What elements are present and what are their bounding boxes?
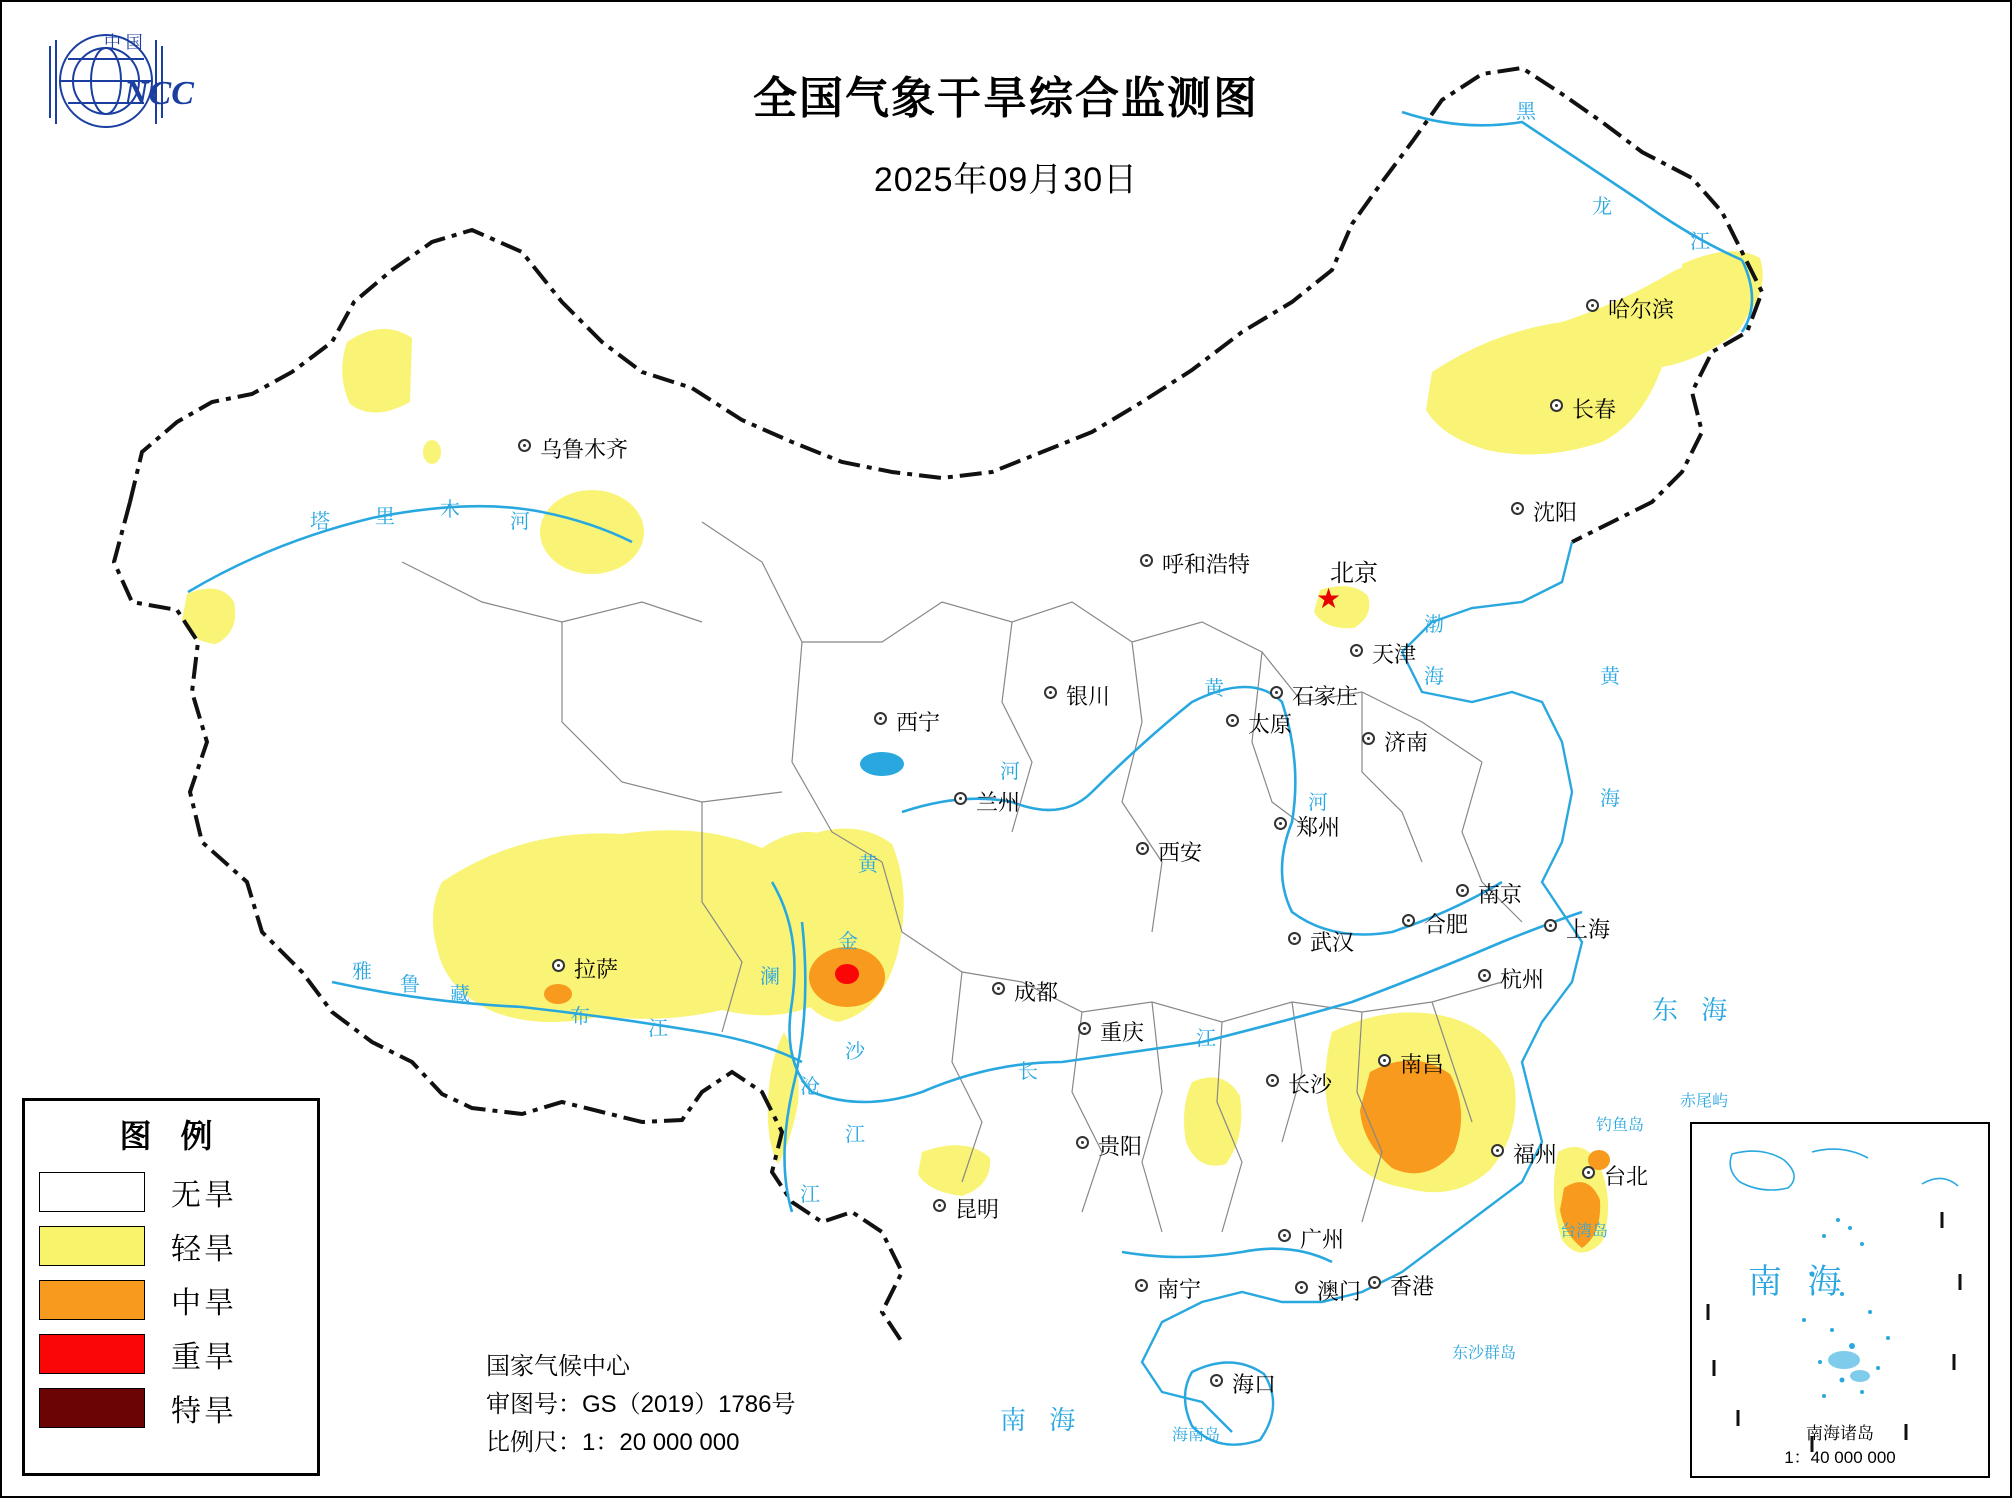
city-label: 济南: [1384, 730, 1429, 755]
city-label: 海口: [1232, 1372, 1277, 1397]
city-label: 合肥: [1424, 912, 1469, 937]
water-label: 江: [1690, 231, 1710, 253]
sea-label: 东 海: [1652, 995, 1736, 1025]
city-label: 香港: [1390, 1274, 1435, 1299]
inset-title: 南 海: [1748, 1263, 1850, 1301]
city-label: 武汉: [1310, 930, 1355, 955]
water-label: 江: [845, 1124, 865, 1146]
map-date: 2025年09月30日: [873, 161, 1139, 199]
city-marker-icon: [1274, 817, 1287, 830]
capital-star-icon: ★: [1316, 583, 1342, 614]
city-label: 昆明: [955, 1197, 1000, 1222]
water-label: 长: [1018, 1061, 1038, 1083]
city-label: 沈阳: [1533, 500, 1578, 525]
city-label: 南昌: [1400, 1052, 1445, 1077]
city-label: 天津: [1372, 642, 1417, 667]
city-label: 石家庄: [1292, 684, 1359, 709]
city-label: 呼和浩特: [1162, 552, 1251, 577]
city-marker-icon: [1044, 686, 1057, 699]
city-label: 广州: [1300, 1227, 1345, 1252]
city-marker-icon: [1550, 399, 1563, 412]
water-label: 黑: [1516, 101, 1536, 123]
city-marker-icon: [552, 959, 565, 972]
legend-label-severe-drought: 重旱: [171, 1341, 237, 1374]
legend-swatch-extreme-drought: [39, 1388, 145, 1428]
city-marker-icon: [518, 439, 531, 452]
legend-row: [25, 1327, 317, 1381]
water-label: 黄: [1204, 678, 1224, 700]
water-label: 雅: [352, 961, 372, 983]
water-label: 江: [800, 1184, 820, 1206]
legend-swatch-no-drought: [39, 1172, 145, 1212]
city-label: 福州: [1513, 1142, 1558, 1167]
city-label: 成都: [1014, 980, 1059, 1005]
water-label: 海: [1600, 788, 1620, 810]
legend-row: [25, 1165, 317, 1219]
city-marker-icon: [1511, 502, 1524, 515]
water-label: 海: [1424, 666, 1444, 688]
credit-scale: 比例尺：1：20 000 000: [486, 1429, 740, 1456]
water-label: 澜: [760, 966, 780, 988]
city-label: 长春: [1572, 397, 1617, 422]
city-label: 南宁: [1157, 1277, 1202, 1302]
legend-swatch-moderate-drought: [39, 1280, 145, 1320]
inset-name: 南海诸岛: [1806, 1424, 1874, 1443]
city-marker-icon: [1076, 1136, 1089, 1149]
city-marker-icon: [933, 1199, 946, 1212]
island-label: 钓鱼岛: [1596, 1117, 1645, 1134]
city-label: 台北: [1604, 1164, 1649, 1189]
city-label: 南京: [1478, 882, 1523, 907]
city-label: 西安: [1158, 840, 1203, 865]
city-marker-icon: [992, 982, 1005, 995]
legend-label-moderate-drought: 中旱: [171, 1287, 237, 1320]
credits-block: [486, 1348, 795, 1462]
water-label: 里: [375, 506, 395, 528]
city-marker-icon: [1478, 969, 1491, 982]
water-label: 藏: [450, 984, 470, 1006]
city-marker-icon: [1402, 914, 1415, 927]
city-label: 哈尔滨: [1608, 297, 1675, 322]
water-label: 沙: [845, 1041, 865, 1063]
water-label: 龙: [1592, 196, 1612, 218]
legend-title: 图 例: [119, 1118, 223, 1154]
city-marker-icon: [1491, 1144, 1504, 1157]
city-marker-icon: [954, 792, 967, 805]
city-marker-icon: [1456, 884, 1469, 897]
legend-swatch-light-drought: [39, 1226, 145, 1266]
legend-row: [25, 1381, 317, 1435]
city-marker-icon: [1350, 644, 1363, 657]
city-label: 贵阳: [1098, 1134, 1143, 1159]
water-label: 木: [440, 499, 460, 521]
city-label: 太原: [1248, 712, 1293, 737]
city-marker-icon: [874, 712, 887, 725]
city-marker-icon: [1295, 1281, 1308, 1294]
water-label: 江: [1196, 1028, 1216, 1050]
city-marker-icon: [1270, 686, 1283, 699]
city-label: 西宁: [896, 710, 941, 735]
inset-footer: [1692, 1422, 1988, 1470]
island-label: 东沙群岛: [1452, 1345, 1517, 1362]
city-marker-icon: [1278, 1229, 1291, 1242]
city-marker-icon: [1078, 1022, 1091, 1035]
water-label: 河: [1000, 761, 1020, 783]
city-label: 长沙: [1288, 1072, 1333, 1097]
city-label: 银川: [1066, 684, 1111, 709]
water-label: 塔: [310, 511, 330, 533]
city-label: 兰州: [976, 790, 1021, 815]
city-marker-icon: [1368, 1276, 1381, 1289]
water-label: 渤: [1424, 614, 1444, 636]
svg-text:NCC: NCC: [124, 75, 194, 112]
credit-org: 国家气候中心: [486, 1353, 630, 1380]
city-marker-icon: [1226, 714, 1239, 727]
island-label: 赤尾屿: [1680, 1093, 1729, 1110]
legend-label-extreme-drought: 特旱: [171, 1395, 237, 1428]
legend-row: [25, 1273, 317, 1327]
city-label: 北京: [1330, 560, 1378, 587]
water-label: 布: [570, 1006, 590, 1028]
legend-panel: [22, 1098, 320, 1476]
water-label: 沧: [800, 1076, 820, 1098]
city-label: 澳门: [1317, 1279, 1362, 1304]
city-label: 重庆: [1100, 1020, 1145, 1045]
water-label: 金: [838, 931, 858, 953]
city-marker-icon: [1544, 919, 1557, 932]
city-marker-icon: [1288, 932, 1301, 945]
water-label: 江: [648, 1018, 668, 1040]
water-label: 河: [1308, 792, 1328, 814]
water-label: 河: [510, 511, 530, 533]
city-marker-icon: [1582, 1166, 1595, 1179]
city-label: 杭州: [1500, 967, 1545, 992]
city-marker-icon: [1135, 1279, 1148, 1292]
city-label: 郑州: [1296, 815, 1341, 840]
water-label: 黄: [1600, 666, 1620, 688]
city-marker-icon: [1362, 732, 1375, 745]
island-label: 海南岛: [1172, 1427, 1221, 1444]
city-marker-icon: [1140, 554, 1153, 567]
island-label: 台湾岛: [1560, 1223, 1609, 1240]
city-marker-icon: [1378, 1054, 1391, 1067]
sea-label: 南 海: [1000, 1405, 1084, 1435]
water-label: 鲁: [400, 974, 420, 996]
city-label: 上海: [1566, 917, 1611, 942]
city-label: 拉萨: [574, 957, 619, 982]
city-marker-icon: [1136, 842, 1149, 855]
svg-text:中 国: 中 国: [104, 33, 143, 52]
legend-swatch-severe-drought: [39, 1334, 145, 1374]
legend-label-no-drought: 无旱: [171, 1179, 237, 1212]
south-china-sea-inset: [1690, 1122, 1990, 1478]
credit-review-number: 审图号：GS（2019）1786号: [486, 1391, 796, 1418]
legend-row: [25, 1219, 317, 1273]
city-marker-icon: [1266, 1074, 1279, 1087]
inset-scale: 1：40 000 000: [1784, 1448, 1896, 1467]
water-label: 黄: [858, 854, 878, 876]
city-marker-icon: [1586, 299, 1599, 312]
page-title: 全国气象干旱综合监测图: [753, 74, 1259, 123]
legend-label-light-drought: 轻旱: [171, 1233, 237, 1266]
city-label: 乌鲁木齐: [540, 437, 629, 462]
city-marker-icon: [1210, 1374, 1223, 1387]
